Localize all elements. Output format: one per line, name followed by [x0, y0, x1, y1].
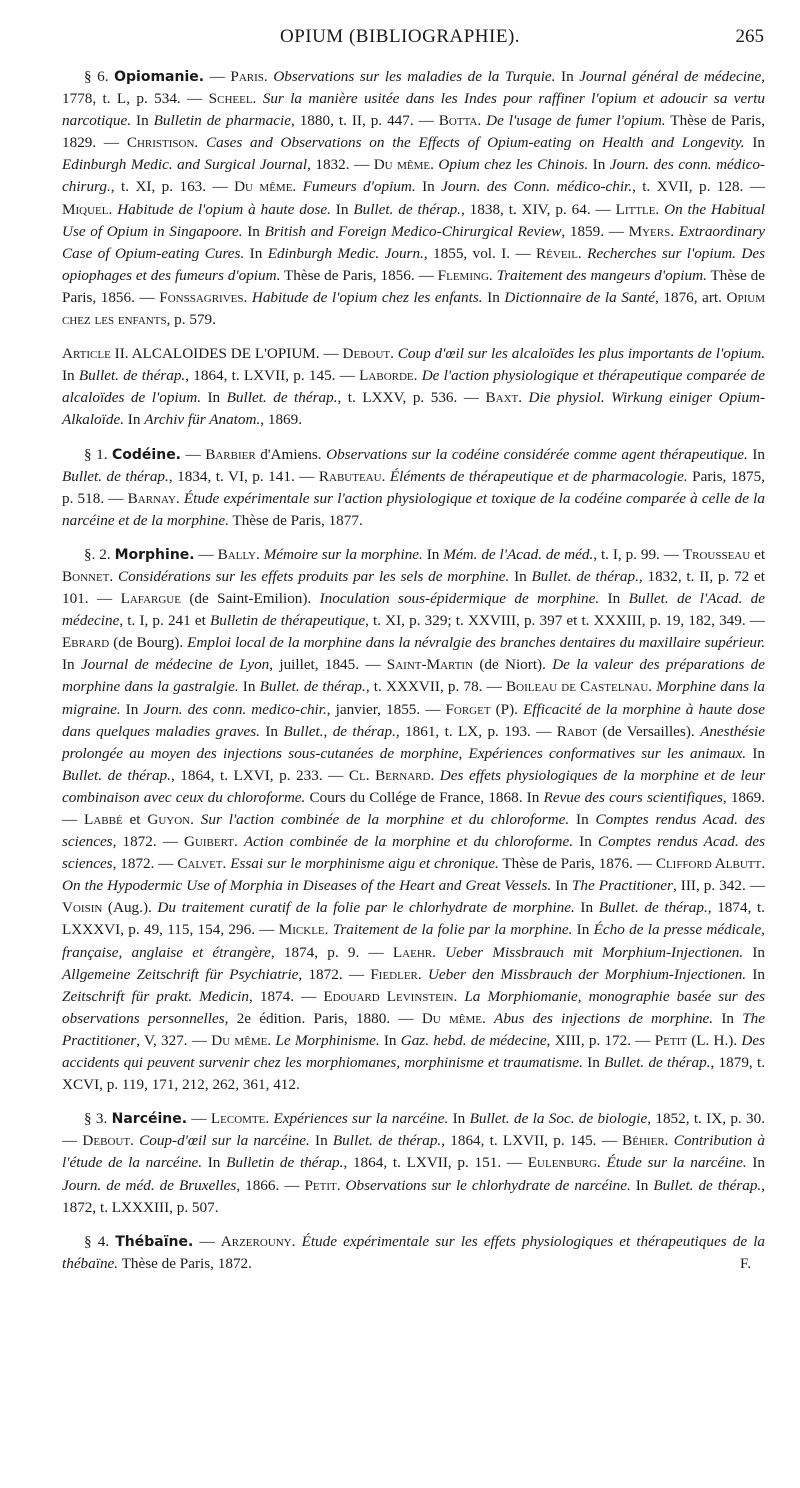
italic-title: Éléments de thérapeutique et de pharmacologie. [389, 467, 688, 485]
text-run: In [582, 1054, 605, 1072]
italic-title: Bullet. de thérap. [78, 367, 186, 385]
text-run [198, 134, 206, 151]
italic-title: Morphine dans la migraine. [62, 678, 765, 718]
text-run: , 1874, p. 9. — [270, 943, 393, 961]
italic-title: Étude expérimentale sur les effets physiologiques et thérapeutiques de la thébaïne. [62, 1232, 766, 1272]
text-run: , 1879, t. XCVI, p. 119, 171, 212, 262, 361, 412. [62, 1054, 766, 1094]
author-name: Barbier [205, 445, 256, 463]
author-name: Guyon. [147, 811, 194, 828]
author-name: Mickle. [278, 921, 329, 939]
author-initial: F. [739, 1254, 751, 1272]
text-run: , 1832, t. II, p. 72 et 101. — [62, 567, 765, 608]
text-run: , p. 579. [166, 311, 216, 329]
italic-title: Action combinée de la morphine et du chloroforme. [243, 833, 574, 851]
text-run: , juillet, 1845. — [269, 656, 387, 674]
italic-title: Coup d'œil sur les alcaloïdes les plus importants de l'opium. [397, 345, 765, 363]
author-name: Labbé [84, 811, 123, 828]
text-run: , t. I, p. 241 et [119, 612, 210, 630]
text-run: In [202, 1154, 227, 1172]
text-run: In [555, 68, 580, 85]
text-run [194, 811, 201, 828]
text-run: , 1864, t. LXVII, p. 145. — [441, 1132, 623, 1150]
text-run: In [244, 244, 268, 262]
text-run: — [193, 1232, 221, 1250]
italic-title: Des accidents qui peuvent survenir chez les morphiomanes, morphinisme et traumatisme. [62, 1031, 766, 1072]
italic-title: Du traitement curatif de la folie par le chlorhydrate de morphine. [157, 899, 575, 917]
text-run: , 1864, t. LXVII, p. 151. — [343, 1154, 528, 1172]
author-name: Lecomte. [210, 1110, 270, 1128]
italic-title: Coup-d'œil sur la narcéine. [139, 1132, 310, 1150]
text-run: In [131, 112, 154, 130]
italic-title: Comptes rendus Acad. des sciences [62, 833, 765, 873]
text-run: In [422, 545, 444, 563]
text-run: In [573, 833, 598, 851]
author-name: Petit [654, 1031, 687, 1049]
italic-title: de thérap. [332, 722, 396, 740]
italic-title: Bulletin de pharmacie [153, 112, 291, 130]
text-run: , 1872, t. LXXXIII, p. 507. [62, 1176, 766, 1216]
author-name: Réveil. [536, 244, 582, 262]
text-run: In [330, 200, 354, 218]
section-heading: Codéine. [112, 446, 182, 463]
italic-title: Ueber den Missbrauch der Morphium-Injectionen. [427, 965, 747, 983]
italic-title: Expériences sur la narcéine. [273, 1110, 449, 1128]
italic-title: Allgemeine Zeitschrift für Psychiatrie [62, 965, 299, 983]
italic-title: Habitude de l'opium à haute dose. [117, 200, 331, 218]
author-name: Trousseau [682, 545, 751, 563]
italic-title: Recherches sur l'opium. Des opiophages et des fumeurs d'opium. [62, 244, 765, 284]
italic-title: Abus des injections de morphine. [494, 1009, 714, 1027]
text-run: In [309, 1132, 333, 1150]
article-heading-paragraph [62, 343, 765, 431]
text-run: , 1872. — [112, 833, 184, 851]
text-run: Thèse de Paris, 1872. [118, 1254, 252, 1272]
text-run: In [746, 1154, 765, 1172]
text-run: In [746, 744, 765, 762]
text-run: , 1852, t. IX, p. 30. — [62, 1110, 766, 1150]
text-run: Cours du Collége de France, 1868. In [305, 788, 544, 806]
text-run: et [750, 545, 766, 563]
text-run: (de Bourg). [109, 634, 188, 652]
author-name: Boileau de Castelnau. [506, 678, 653, 696]
author-name: Opium chez les enfants [62, 288, 765, 329]
text-run: II. ALCALOIDES DE L'OPIUM. — [110, 345, 343, 363]
italic-title: Efficacité de la morphine à haute dose dans quelques maladies graves. [62, 700, 765, 740]
italic-title: Anesthésie prolongée au moyen des injections sous-cutanées de morphine, Expériences conformatives sur les animaux. [62, 722, 766, 762]
author-name: Voisin [62, 899, 103, 917]
text-run: , 1838, t. XIV, p. 64. — [460, 200, 616, 218]
italic-title: Sur la manière usitée dans les Indes pour raffiner l'opium et adoucir sa vertu narcotique. [62, 90, 766, 130]
bibliography-body [62, 66, 765, 1287]
text-run: , janvier, 1855. — [326, 700, 446, 718]
text-run: , 1832. — [307, 156, 374, 174]
text-run: , 1861, t. LX, p. 193. — [395, 722, 557, 740]
text-run: , 1880, t. II, p. 447. — [290, 112, 439, 130]
text-run: § 3. [84, 1110, 112, 1128]
author-name: Laehr. [392, 943, 436, 961]
text-run: et [122, 811, 148, 828]
text-run: d'Amiens. [255, 445, 327, 463]
italic-title: Traitement des mangeurs d'opium. [496, 266, 707, 284]
italic-title: Comptes rendus Acad. des sciences [62, 811, 766, 851]
author-name: Fleming. [437, 266, 493, 284]
text-run: , 1866. — [236, 1176, 305, 1194]
text-run: In [713, 1009, 743, 1027]
text-run: § 4. [84, 1232, 116, 1250]
italic-title: Étude sur la narcéine. [606, 1154, 747, 1172]
author-name: Du même. [234, 178, 297, 196]
italic-title: Mém. de l'Acad. de méd. [443, 545, 594, 563]
text-run: (de Versailles). [596, 722, 701, 740]
text-run: In [62, 656, 81, 674]
italic-title: Journ. des conn. médico-chirurg. [62, 156, 765, 196]
text-run: In [572, 921, 594, 939]
section-paragraph [62, 444, 765, 532]
text-run: In [482, 288, 505, 306]
text-run: In [574, 899, 599, 917]
text-run: In [569, 811, 596, 828]
italic-title: Bullet. de la Soc. de biologie [469, 1110, 648, 1128]
italic-title: Dictionnaire de la Santé [504, 288, 656, 306]
author-name: Eulenburg. [527, 1154, 601, 1172]
italic-title: Bullet. de thérap. [353, 200, 461, 218]
text-run: (de Niort). [473, 656, 553, 674]
author-name: Bally. [217, 545, 260, 563]
italic-title: Archiv für Anatom. [144, 411, 261, 429]
author-name: Christison. [126, 134, 199, 152]
author-name: Paris. [230, 68, 268, 85]
author-name: Calvet. [177, 855, 227, 873]
running-title: OPIUM (BIBLIOGRAPHIE). [279, 26, 521, 47]
section-heading: Opiomanie. [114, 69, 205, 85]
text-run: , t. XI, p. 329; t. XXVIII, p. 397 et t. XXXIII, p. 19, 182, 349. — [365, 612, 765, 630]
text-run: In [259, 722, 284, 740]
italic-title: Sur l'action combinée de la morphine et du chloroforme. [200, 811, 570, 828]
text-run: In [746, 965, 766, 983]
italic-title: Bullet. de thérap. [604, 1054, 711, 1072]
text-run: § 1. [84, 445, 113, 463]
italic-title: Opium chez les Chinois. [438, 156, 589, 174]
text-run: (P). [490, 700, 524, 718]
italic-title: Bullet. de thérap. [62, 467, 169, 485]
text-run: , 2e édition. Paris, 1880. — [224, 1009, 422, 1027]
text-run: In [124, 411, 145, 429]
text-run: , t. LXXV, p. 536. — [337, 389, 486, 407]
italic-title: Journ. des conn. medico-chir. [143, 700, 327, 718]
italic-title: Bullet. de thérap. [598, 899, 708, 917]
italic-title: Contribution à l'étude de la narcéine. [62, 1132, 765, 1172]
text-run: §. 2. [84, 545, 115, 563]
text-run: , t. XVII, p. 128. — [632, 178, 765, 196]
author-name: Forget [445, 700, 491, 718]
text-run: , 1864, t. LXVII, p. 145. — [185, 367, 360, 385]
author-name: Little. [615, 200, 660, 218]
text-run: , 1869. [260, 411, 303, 429]
author-name: Bonnet. [62, 567, 114, 585]
author-name: Barnay. [127, 489, 180, 507]
section-paragraph [62, 66, 765, 331]
italic-title: Journ. de méd. de Bruxelles [62, 1176, 237, 1194]
italic-title: Zeitschrift für prakt. Medicin [62, 987, 249, 1005]
author-name: Cl. Bernard. [348, 766, 435, 784]
text-run: In [588, 156, 610, 174]
author-name: Saint-Martin [386, 656, 474, 674]
italic-title: Fumeurs d'opium. [302, 178, 416, 196]
text-run: In [551, 877, 572, 895]
text-run: , V, 327. — [136, 1031, 212, 1049]
italic-title: Inoculation sous-épidermique de morphine. [319, 590, 600, 608]
italic-title: Observations sur les maladies de la Turquie. [273, 68, 556, 85]
text-run: — [181, 445, 206, 463]
italic-title: Considérations sur les effets produits par les sels de morphine. [117, 567, 510, 585]
italic-title: Écho de la presse médicale, française, anglaise et étrangère [62, 921, 765, 961]
text-run: In [120, 700, 144, 718]
text-run: In [509, 567, 532, 585]
italic-title: Bullet. de thérap. [653, 1176, 762, 1194]
italic-title: Edinburgh Medic. Journ. [267, 244, 424, 262]
italic-title: Gaz. hebd. de médecine [400, 1031, 547, 1049]
text-run: , 1874, t. LXXXVI, p. 49, 115, 154, 296. — [62, 899, 765, 939]
author-name: Edouard Levinstein. [323, 987, 458, 1005]
italic-title: Bullet. de thérap. [259, 678, 366, 696]
author-name: Du même. [373, 156, 434, 174]
text-run: , 1855, vol. I. — [423, 244, 537, 262]
italic-title: Bulletin de thérapeutique [210, 612, 366, 630]
text-run: In [747, 445, 766, 463]
italic-title: The Practitioner [62, 1009, 766, 1049]
italic-title: Essai sur le morphinisme aigu et chronique. [230, 855, 499, 873]
author-name: Du même. [421, 1009, 486, 1027]
text-run: , [323, 722, 333, 740]
text-run: , 1864, t. LXVI, p. 233. — [170, 766, 349, 784]
italic-title: De l'action physiologique et thérapeutique comparée de alcaloïdes de l'opium. [62, 367, 765, 407]
section-paragraph [62, 1231, 765, 1275]
text-run: — [194, 545, 218, 563]
italic-title: Bullet. de thérap. [531, 567, 639, 585]
section-heading: Thébaïne. [115, 1233, 194, 1250]
italic-title: Bullet. de l'Acad. de médecine [62, 590, 765, 630]
text-run: Thèse de Paris, 1856. — [280, 266, 438, 284]
italic-title: Edinburgh Medic. and Surgical Journal [62, 156, 308, 174]
author-name: Petit. [304, 1176, 341, 1194]
author-name: Scheel. [208, 90, 257, 108]
text-run: , 1872. — [112, 855, 178, 873]
text-run [436, 944, 445, 961]
italic-title: De la valeur des préparations de morphine dans la gastralgie. [62, 656, 766, 696]
text-run: Paris, 1875, p. 518. — [62, 467, 765, 507]
text-run: Thèse de Paris, 1829. — [62, 112, 766, 152]
author-name: Fiedler. [370, 965, 422, 983]
italic-title: Le Morphinisme. [275, 1031, 380, 1049]
italic-title: La Morphiomanie, monographie basée sur des observations personnelles [62, 987, 766, 1027]
italic-title: On the Habitual Use of Opium in Singapoore. [62, 200, 766, 240]
text-run: (de Saint-Emilion). [180, 590, 320, 608]
text-run: , 1874. — [248, 987, 324, 1005]
italic-title: Traitement de la folie par la morphine. [332, 921, 573, 939]
author-name: Laborde. [359, 367, 418, 385]
text-run: — [204, 68, 231, 85]
author-name: Fonssagrives. [159, 288, 248, 306]
text-run: Thèse de Paris, 1876. — [498, 855, 656, 873]
italic-title: Des effets physiologiques de la morphine et de leur combinaison avec ceux du chloroforme. [62, 766, 765, 806]
text-run: In [744, 134, 766, 152]
author-name: Du même. [211, 1031, 272, 1049]
section-heading: Morphine. [114, 546, 195, 563]
author-name: Myers. [628, 222, 674, 240]
author-name: Article [62, 345, 111, 363]
text-run: , 1869. — [62, 788, 765, 828]
author-name: Baxt. [485, 389, 523, 407]
italic-title: Journal de médecine de Lyon [80, 656, 270, 674]
text-run: In [448, 1110, 470, 1128]
section-paragraph [62, 1108, 765, 1218]
section-heading: Narcéine. [111, 1111, 188, 1128]
italic-title: The Practitioner [571, 877, 673, 895]
section-paragraph [62, 544, 765, 1096]
text-run: In [415, 178, 442, 196]
text-run: , t. I, p. 99. — [593, 545, 683, 563]
text-run: § 6. [84, 68, 115, 85]
text-run: , XIII, p. 172. — [546, 1031, 655, 1049]
text-run: Thèse de Paris, 1856. — [62, 266, 766, 306]
text-run: In [242, 222, 265, 240]
text-run: , t. XI, p. 163. — [110, 178, 235, 196]
italic-title: Journal général de médecine [579, 68, 762, 85]
text-run: , t. XXXVII, p. 78. — [365, 678, 507, 696]
text-run: , 1872. — [298, 965, 371, 983]
text-run: In [238, 678, 260, 696]
text-run: , 1859. — [561, 222, 629, 240]
italic-title: Ueber Missbrauch mit Morphium-Injectionen. [445, 943, 744, 961]
author-name: Guibert. [183, 833, 238, 851]
italic-title: Bulletin de thérap. [226, 1154, 344, 1172]
text-run: In [743, 943, 766, 961]
text-run: In [62, 367, 79, 385]
author-name: Debout. [342, 345, 394, 363]
author-name: Rabot [556, 722, 597, 740]
text-run: Thèse de Paris, 1877. [228, 511, 363, 529]
italic-title: Bullet. de thérap. [226, 389, 338, 407]
author-name: Arzerouny. [220, 1232, 296, 1250]
text-run: In [201, 389, 227, 407]
italic-title: Habitude de l'opium chez les enfants. [251, 288, 483, 306]
italic-title: Die physiol. Wirkung einiger Opium-Alkaloïde. [62, 389, 766, 429]
author-name: Miquel. [62, 200, 113, 218]
italic-title: De l'usage de fumer l'opium. [486, 112, 666, 130]
italic-title: Cases and Observations on the Effects of Opium-eating on Health and Longevity. [205, 134, 745, 152]
italic-title: Extraordinary Case of Opium-eating Cures. [62, 222, 766, 262]
italic-title: On the Hypodermic Use of Morphia in Diseases of the Heart and Great Vessels. [62, 877, 552, 895]
italic-title: Observations sur la codéine considérée comme agent thérapeutique. [326, 445, 748, 463]
italic-title: Revue des cours scientifiques [543, 788, 723, 806]
author-name: Rabuteau. [318, 467, 386, 485]
author-name: Clifford Albutt. [655, 855, 766, 873]
italic-title: Mémoire sur la morphine. [263, 545, 423, 563]
italic-title: British and Foreign Medico-Chirurgical Review [264, 222, 562, 240]
author-name: Debout. [82, 1132, 134, 1150]
text-run: , 1778, t. L, p. 534. — [62, 68, 766, 108]
text-run: (L. H.). [686, 1031, 742, 1049]
text-run [486, 1010, 494, 1027]
author-name: Béhier. [622, 1132, 669, 1150]
italic-title: Emploi local de la morphine dans la névralgie des branches dentaires du maxillaire supérieur. [187, 634, 765, 652]
page-number: 265 [735, 26, 764, 47]
italic-title: Journ. des Conn. médico-chir. [441, 178, 633, 196]
text-run: , III, p. 342. — [672, 877, 765, 895]
italic-title: Bullet. de thérap. [332, 1132, 442, 1150]
italic-title: Bullet. de thérap. [62, 766, 171, 784]
text-run: (Aug.). [102, 899, 158, 917]
text-run: In [379, 1031, 401, 1049]
author-name: Ebrard [62, 634, 110, 652]
text-run: In [599, 590, 629, 608]
text-run: , 1876, art. [655, 288, 727, 306]
text-run: — [187, 1110, 211, 1128]
italic-title: Bullet. [283, 722, 324, 740]
text-run: , 1834, t. VI, p. 141. — [168, 467, 319, 485]
text-run: In [630, 1176, 654, 1194]
author-name: Lafargue [120, 590, 181, 608]
italic-title: Observations sur le chlorhydrate de narcéine. [345, 1176, 631, 1194]
italic-title: Étude expérimentale sur l'action physiologique et toxique de la codéine comparée à celle de la narcéine et de la morphine. [62, 489, 765, 529]
page-header [0, 26, 800, 56]
author-name: Botta. [438, 112, 482, 130]
